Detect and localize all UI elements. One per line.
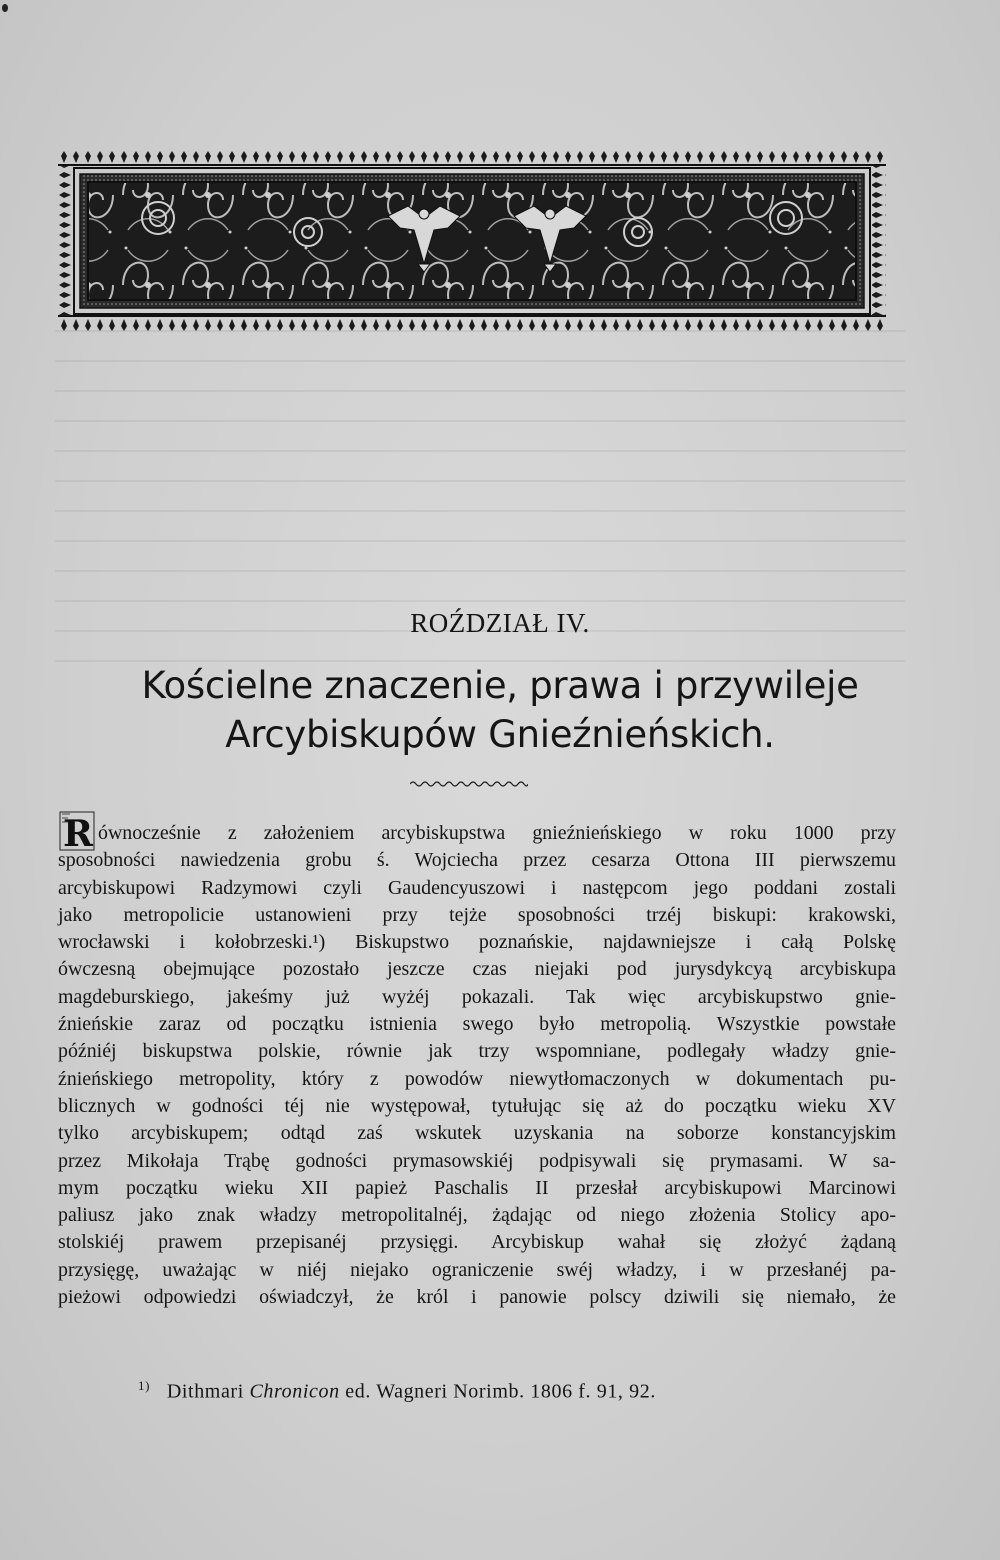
text-line: sposobności nawiedzenia grobu ś. Wojciecha przez cesarza Ottona III pierwszemu [58, 849, 896, 872]
text-line: pieżowi odpowiedzi oświadczył, że król i panowie polscy dziwili się niemało, że [58, 1286, 896, 1309]
text-line: źnieńskiego metropolity, który z powodów niewytłomaczonych w dokumentach pu- [58, 1067, 896, 1090]
wavy-divider-icon [410, 780, 528, 788]
text-line: wrocławski i kołobrzeski.¹) Biskupstwo poznańskie, najdawniejsze i całą Polskę [58, 931, 896, 954]
body-paragraph [58, 820, 896, 1311]
footnote-author: Dithmari [166, 1380, 244, 1403]
ornamental-headpiece-icon [58, 150, 886, 332]
chapter-number: ROŹDZIAŁ IV. [410, 608, 590, 638]
text-line: przez Mikołaja Trąbę godności prymasowskiéj podpisywali się prymasami. W sa- [58, 1149, 896, 1172]
text-line: ównocześnie z założeniem arcybiskupstwa gnieźnieńskiego w roku 1000 przy [98, 822, 896, 844]
footnote-edition: ed. Wagneri Norimb. 1806 f. 91, 92. [345, 1380, 656, 1403]
text-line: przysięgę, uważając w niéj niejako ograniczenie swéj władzy, i w przesłanéj pa- [58, 1258, 896, 1281]
text-line: tylko arcybiskupem; odtąd zaś wskutek uzyskania na soborze konstancyjskim [58, 1122, 896, 1145]
chapter-title-line-2: Arcybiskupów Gnieźnieńskich. [225, 713, 775, 756]
text-line: późniéj biskupstwa polskie, równie jak trzy wspomniane, podlegały władzy gnie- [58, 1040, 896, 1063]
text-line: arcybiskupowi Radzymowi czyli Gaudencyuszowi i następcom jego poddani zostali [58, 876, 896, 899]
footnote-marker: 1) [138, 1378, 151, 1393]
text-line: mym początku wieku XII papież Paschalis II przesłał arcybiskupowi Marcinowi [58, 1176, 896, 1199]
text-line: ówczesną obejmujące pozostało jeszcze czas niejaki pod jurysdykcyą arcybiskupa [58, 958, 896, 981]
text-line: blicznych w godności téj nie występował, tytułując się aż do początku wieku XV [58, 1094, 896, 1117]
text-line: źnieńskie zaraz od początku istnienia swego było metropolią. Wszystkie powstałe [58, 1013, 896, 1036]
text-line: stolskiéj prawem przepisanéj przysięgi. Arcybiskup wahał się złożyć żądaną [58, 1231, 896, 1254]
dropcap-letter: R [63, 813, 93, 852]
text-line: magdeburskiego, jakeśmy już wyżéj pokazali. Tak więc arcybiskupstwo gnie- [58, 985, 896, 1008]
ink-speck [2, 4, 8, 12]
footnote [138, 1378, 656, 1404]
text-line: paliusz jako znak władzy metropolitalnéj, żądając od niego złożenia Stolicy apo- [58, 1204, 896, 1227]
text-line: jako metropolicie ustanowieni przy tejże sposobności trzéj biskupi: krakowski, [58, 903, 896, 926]
footnote-title: Chronicon [249, 1380, 340, 1403]
chapter-title-line-1: Kościelne znaczenie, prawa i przywileje [141, 664, 859, 707]
